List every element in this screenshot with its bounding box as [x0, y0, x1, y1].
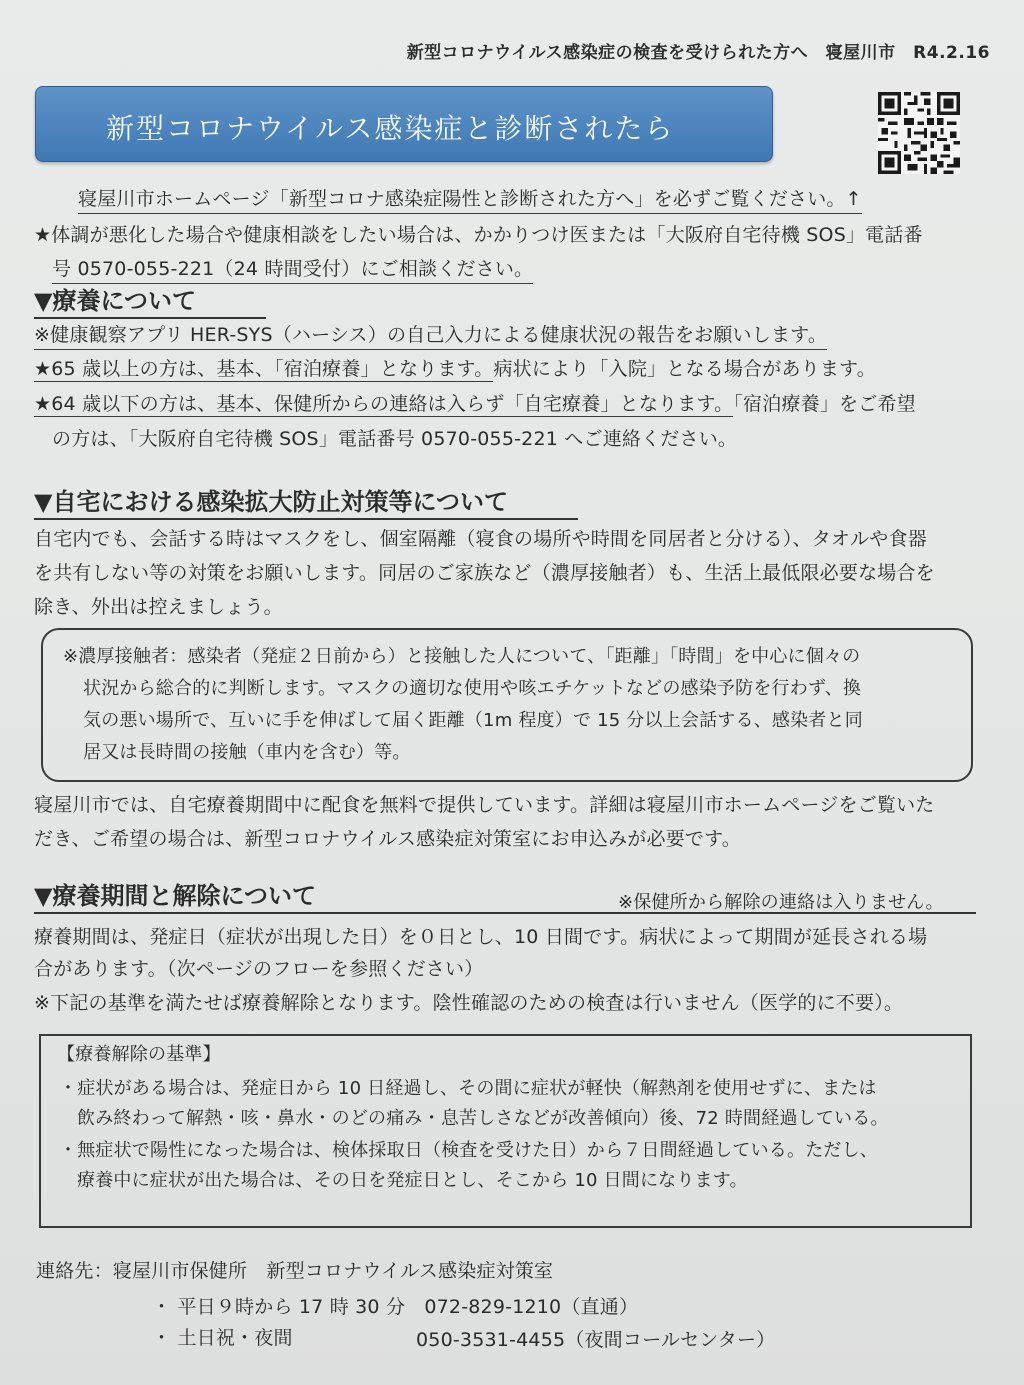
contact-weekday: ・ 平日９時から 17 時 30 分 072-829-1210（直通） [152, 1296, 639, 1318]
intro-consult-line1: ★体調が悪化した場合や健康相談をしたい場合は、かかりつけ医または「大阪府自宅待機 SOS」電話番 [34, 224, 923, 246]
section1-under64-sub: 「宿泊療養」をご希望 [733, 393, 916, 415]
section3-line2: 合があります。（次ページのフローを参照ください） [34, 958, 484, 980]
contact-holiday-phone: 050-3531-4455（夜間コールセンター） [416, 1329, 776, 1351]
release-criteria-line2: 飲み終わって解熱・咳・鼻水・のどの痛み・息苦しさなどが改善傾向）後、72 時間経過している。 [77, 1108, 889, 1129]
section1-under64-main: ★64 歳以下の方は、基本、保健所からの連絡は入らず「自宅療養」となります。 [34, 393, 734, 415]
section-title-period-release-text: ▼療養期間と解除について [34, 882, 316, 910]
meal-service-line1: 寝屋川市では、自宅療養期間中に配食を無料で提供しています。詳細は寝屋川市ホームページをご覧いた [34, 794, 935, 816]
intro-consult-line2: 号 0570-055-221（24 時間受付）にご相談ください。 [52, 256, 533, 284]
close-contact-line4: 居又は長時間の接触（車内を含む）等。 [83, 742, 411, 763]
intro-homepage-line: 寝屋川市ホームページ「新型コロナ感染症陽性と診断された方へ」を必ずご覧ください。↑ [78, 186, 862, 214]
section1-contact-line: の方は、「大阪府自宅待機 SOS」電話番号 0570-055-221 へご連絡ください。 [52, 428, 738, 450]
title-banner [35, 86, 773, 162]
section3-line3: ※下記の基準を満たせば療養解除となります。陰性確認のための検査は行いません（医学的に不要）。 [34, 992, 904, 1014]
contact-holiday: ・ 土日祝・夜間 [152, 1327, 293, 1349]
release-criteria-line3: ・無症状で陽性になった場合は、検体採取日（検査を受けた日）から７日間経過している。ただし、 [59, 1140, 878, 1161]
section1-over65-main: ★65 歳以上の方は、基本、「宿泊療養」となります。 [34, 358, 494, 380]
header-note: 新型コロナウイルス感染症の検査を受けられた方へ 寝屋川市 R4.2.16 [406, 43, 990, 63]
section2-line3: 除き、外出は控えましょう。 [34, 596, 283, 618]
section1-over65-line [34, 356, 876, 382]
close-contact-box [41, 628, 973, 782]
contact-label: 連絡先：寝屋川市保健所 新型コロナウイルス感染症対策室 [36, 1260, 554, 1282]
release-criteria-line4: 療養中に症状が出た場合は、その日を発症日とし、そこから 10 日間になります。 [77, 1170, 748, 1191]
section2-line1: 自宅内でも、会話する時はマスクをし、個室隔離（寝食の場所や時間を同居者と分ける）、タオルや食器 [34, 528, 927, 550]
qr-code-icon[interactable] [878, 92, 960, 174]
section2-line2: を共有しない等の対策をお願いします。同居のご家族など（濃厚接触者）も、生活上最低限必要な場合を [34, 562, 935, 584]
release-criteria-line1: ・症状がある場合は、発症日から 10 日経過し、その間に症状が軽快（解熱剤を使用せずに、または [59, 1078, 877, 1099]
page-title: 新型コロナウイルス感染症と診断されたら [106, 112, 675, 145]
close-contact-line1: ※濃厚接触者：感染者（発症２日前から）と接触した人について、「距離」「時間」を中心に個々の [63, 646, 861, 667]
section3-line1: 療養期間は、発症日（症状が出現した日）を０日とし、10 日間です。病状によって期間が延長される場 [34, 926, 928, 948]
meal-service-line2: だき、ご希望の場合は、新型コロナウイルス感染症対策室にお申込みが必要です。 [34, 828, 741, 850]
section1-under64-line [34, 391, 916, 417]
section-title-recuperation [34, 285, 196, 317]
close-contact-line3: 気の悪い場所で、互いに手を伸ばして届く距離（1m 程度）で 15 分以上会話する、感染者と同 [83, 710, 863, 731]
section3-release-note: ※保健所から解除の連絡は入りません。 [618, 892, 944, 913]
section-title-home-prevention-text: ▼自宅における感染拡大防止対策等について [34, 488, 508, 516]
release-criteria-box [39, 1034, 972, 1228]
section-title-home-prevention [34, 486, 508, 518]
section-title-period-release [34, 880, 316, 912]
close-contact-line2: 状況から総合的に判断します。マスクの適切な使用や咳エチケットなどの感染予防を行わず、換 [83, 678, 862, 699]
section-title-recuperation-text: ▼療養について [34, 287, 196, 315]
section1-over65-sub: 病状により「入院」となる場合があります。 [493, 358, 876, 380]
release-criteria-title: 【療養解除の基準】 [57, 1044, 221, 1065]
section1-hersys-line: ※健康観察アプリ HER-SYS（ハーシス）の自己入力による健康状況の報告をお願いします。 [34, 322, 827, 350]
